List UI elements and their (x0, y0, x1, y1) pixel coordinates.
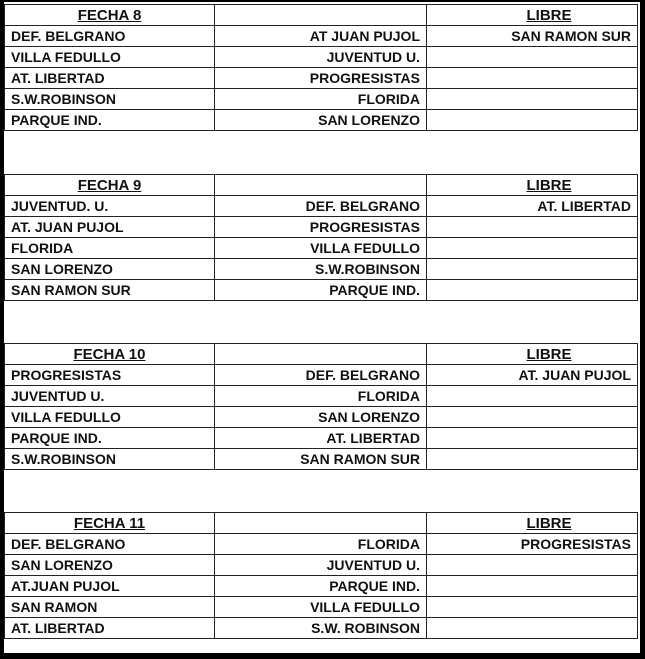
libre-team: SAN RAMON SUR (427, 26, 638, 47)
away-team: AT. LIBERTAD (215, 428, 427, 449)
home-team: SAN LORENZO (5, 259, 215, 280)
empty-cell (215, 175, 427, 196)
round-header (5, 344, 638, 365)
away-team: DEF. BELGRANO (215, 365, 427, 386)
home-team: DEF. BELGRANO (5, 534, 215, 555)
round-header (5, 5, 638, 26)
round-title: FECHA 9 (5, 175, 215, 196)
libre-team: AT. JUAN PUJOL (427, 365, 638, 386)
away-team: VILLA FEDULLO (215, 597, 427, 618)
home-team: AT. LIBERTAD (5, 618, 215, 639)
away-team: SAN RAMON SUR (215, 449, 427, 470)
match-row (5, 280, 638, 301)
away-team: FLORIDA (215, 386, 427, 407)
home-team: PARQUE IND. (5, 428, 215, 449)
empty-cell (427, 68, 638, 89)
home-team: AT.JUAN PUJOL (5, 576, 215, 597)
round-table-fecha-10 (4, 343, 638, 470)
match-row (5, 238, 638, 259)
round-table-fecha-11 (4, 512, 638, 639)
away-team: PROGRESISTAS (215, 217, 427, 238)
match-row (5, 597, 638, 618)
empty-cell (427, 259, 638, 280)
match-row (5, 449, 638, 470)
home-team: S.W.ROBINSON (5, 89, 215, 110)
home-team: FLORIDA (5, 238, 215, 259)
home-team: S.W.ROBINSON (5, 449, 215, 470)
match-row (5, 47, 638, 68)
empty-cell (427, 217, 638, 238)
away-team: FLORIDA (215, 89, 427, 110)
home-team: PARQUE IND. (5, 110, 215, 131)
empty-cell (427, 449, 638, 470)
libre-header: LIBRE (427, 5, 638, 26)
away-team: JUVENTUD U. (215, 555, 427, 576)
empty-cell (427, 597, 638, 618)
empty-cell (215, 5, 427, 26)
away-team: DEF. BELGRANO (215, 196, 427, 217)
home-team: SAN LORENZO (5, 555, 215, 576)
round-title: FECHA 8 (5, 5, 215, 26)
away-team: S.W.ROBINSON (215, 259, 427, 280)
away-team: S.W. ROBINSON (215, 618, 427, 639)
empty-cell (427, 618, 638, 639)
match-row (5, 534, 638, 555)
away-team: PARQUE IND. (215, 576, 427, 597)
away-team: SAN LORENZO (215, 407, 427, 428)
away-team: AT JUAN PUJOL (215, 26, 427, 47)
match-row (5, 68, 638, 89)
match-row (5, 576, 638, 597)
home-team: SAN RAMON SUR (5, 280, 215, 301)
match-row (5, 110, 638, 131)
round-header (5, 513, 638, 534)
away-team: SAN LORENZO (215, 110, 427, 131)
match-row (5, 555, 638, 576)
match-row (5, 196, 638, 217)
round-table-fecha-8 (4, 4, 638, 131)
match-row (5, 26, 638, 47)
match-row (5, 365, 638, 386)
round-header (5, 175, 638, 196)
empty-cell (427, 280, 638, 301)
empty-cell (427, 89, 638, 110)
empty-cell (215, 513, 427, 534)
libre-header: LIBRE (427, 344, 638, 365)
empty-cell (427, 110, 638, 131)
away-team: FLORIDA (215, 534, 427, 555)
empty-cell (427, 386, 638, 407)
empty-cell (215, 344, 427, 365)
match-row (5, 618, 638, 639)
empty-cell (427, 238, 638, 259)
empty-cell (427, 576, 638, 597)
home-team: SAN RAMON (5, 597, 215, 618)
home-team: JUVENTUD. U. (5, 196, 215, 217)
libre-header: LIBRE (427, 175, 638, 196)
home-team: VILLA FEDULLO (5, 47, 215, 68)
home-team: VILLA FEDULLO (5, 407, 215, 428)
libre-header: LIBRE (427, 513, 638, 534)
empty-cell (427, 428, 638, 449)
empty-cell (427, 407, 638, 428)
fixture-sheet (4, 2, 640, 653)
home-team: AT. LIBERTAD (5, 68, 215, 89)
match-row (5, 89, 638, 110)
empty-cell (427, 555, 638, 576)
libre-team: AT. LIBERTAD (427, 196, 638, 217)
home-team: AT. JUAN PUJOL (5, 217, 215, 238)
home-team: PROGRESISTAS (5, 365, 215, 386)
match-row (5, 259, 638, 280)
home-team: DEF. BELGRANO (5, 26, 215, 47)
match-row (5, 386, 638, 407)
away-team: PROGRESISTAS (215, 68, 427, 89)
match-row (5, 428, 638, 449)
libre-team: PROGRESISTAS (427, 534, 638, 555)
round-table-fecha-9 (4, 174, 638, 301)
away-team: JUVENTUD U. (215, 47, 427, 68)
match-row (5, 407, 638, 428)
empty-cell (427, 47, 638, 68)
home-team: JUVENTUD U. (5, 386, 215, 407)
round-title: FECHA 10 (5, 344, 215, 365)
match-row (5, 217, 638, 238)
away-team: PARQUE IND. (215, 280, 427, 301)
away-team: VILLA FEDULLO (215, 238, 427, 259)
round-title: FECHA 11 (5, 513, 215, 534)
